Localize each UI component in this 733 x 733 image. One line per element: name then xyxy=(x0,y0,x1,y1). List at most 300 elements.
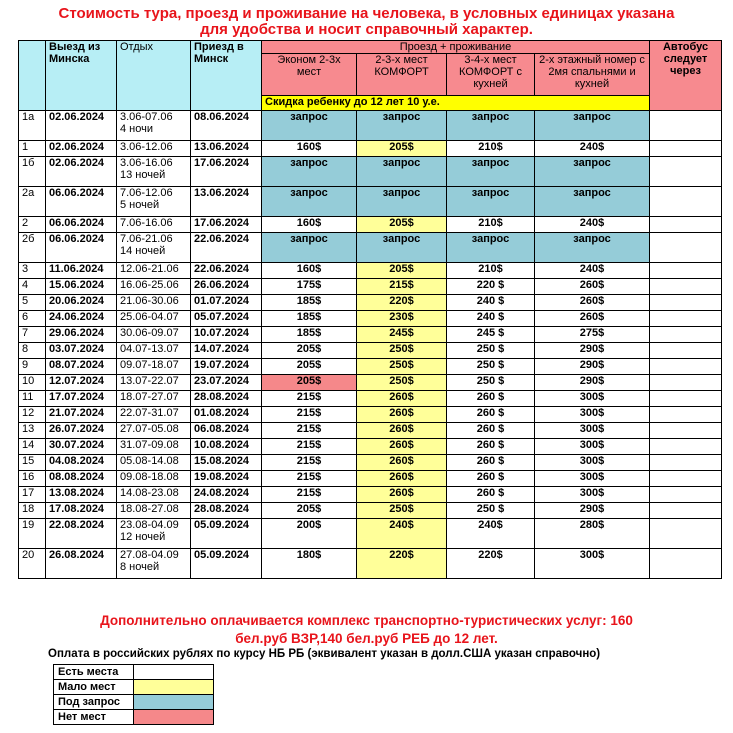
rest-period xyxy=(117,141,191,157)
price-comfort-34: 260 $ xyxy=(447,391,535,407)
rest-dates: 13.07-22.07 xyxy=(120,375,179,387)
departure-date: 11.06.2024 xyxy=(46,263,117,279)
price-economy: 200$ xyxy=(262,519,357,549)
row-number: 2а xyxy=(19,187,46,217)
rest-dates: 14.08-23.08 xyxy=(120,487,179,499)
rest-period xyxy=(117,217,191,233)
table-row xyxy=(19,295,722,311)
price-comfort-23: 260$ xyxy=(357,423,447,439)
price-comfort-34: 245 $ xyxy=(447,327,535,343)
bus-route xyxy=(650,423,722,439)
price-two-floor: 280$ xyxy=(535,519,650,549)
price-economy: запрос xyxy=(262,187,357,217)
price-economy: 205$ xyxy=(262,343,357,359)
legend-label: Есть места xyxy=(54,665,134,680)
arrival-date: 06.08.2024 xyxy=(191,423,262,439)
rest-dates: 3.06-16.06 xyxy=(120,157,173,169)
rest-period xyxy=(117,187,191,217)
price-comfort-34: 210$ xyxy=(447,263,535,279)
arrival-date: 19.08.2024 xyxy=(191,471,262,487)
rest-nights: 12 ночей xyxy=(120,531,166,543)
arrival-date: 01.07.2024 xyxy=(191,295,262,311)
row-number: 14 xyxy=(19,439,46,455)
price-economy: 215$ xyxy=(262,455,357,471)
price-two-floor: 300$ xyxy=(535,487,650,503)
legend-label: Под запрос xyxy=(54,695,134,710)
row-number: 2б xyxy=(19,233,46,263)
price-two-floor: 290$ xyxy=(535,343,650,359)
table-row xyxy=(19,359,722,375)
price-economy: 205$ xyxy=(262,359,357,375)
arrival-date: 05.09.2024 xyxy=(191,519,262,549)
rest-dates: 7.06-12.06 xyxy=(120,187,173,199)
departure-date: 02.06.2024 xyxy=(46,157,117,187)
table-row xyxy=(19,471,722,487)
arrival-date: 28.08.2024 xyxy=(191,391,262,407)
rest-period xyxy=(117,439,191,455)
rest-nights: 4 ночи xyxy=(120,123,153,135)
rest-dates: 09.07-18.07 xyxy=(120,359,179,371)
price-two-floor: 300$ xyxy=(535,407,650,423)
price-comfort-23: запрос xyxy=(357,157,447,187)
price-economy: 185$ xyxy=(262,327,357,343)
price-comfort-23: 250$ xyxy=(357,503,447,519)
arrival-date: 01.08.2024 xyxy=(191,407,262,423)
price-comfort-34: запрос xyxy=(447,187,535,217)
bus-route xyxy=(650,455,722,471)
bus-route xyxy=(650,439,722,455)
price-comfort-34: 260 $ xyxy=(447,487,535,503)
rest-period xyxy=(117,455,191,471)
price-comfort-23: 250$ xyxy=(357,359,447,375)
rest-dates: 21.06-30.06 xyxy=(120,295,179,307)
table-row xyxy=(19,439,722,455)
extra-payment-line-1: Дополнительно оплачивается комплекс транспортно-туристических услуг: 160 xyxy=(100,613,633,628)
price-economy: 215$ xyxy=(262,471,357,487)
table-row xyxy=(19,503,722,519)
price-comfort-34: 260 $ xyxy=(447,407,535,423)
price-comfort-23: 215$ xyxy=(357,279,447,295)
rest-dates: 25.06-04.07 xyxy=(120,311,179,323)
payment-currency-note: Оплата в российских рублях по курсу НБ РБ (эквивалент указан в долл.США указан справочно) xyxy=(48,648,601,660)
arrival-date: 22.06.2024 xyxy=(191,233,262,263)
rest-dates: 16.06-25.06 xyxy=(120,279,179,291)
departure-date: 24.06.2024 xyxy=(46,311,117,327)
bus-route xyxy=(650,391,722,407)
table-row xyxy=(19,327,722,343)
arrival-date: 17.06.2024 xyxy=(191,157,262,187)
price-comfort-23: 220$ xyxy=(357,549,447,579)
arrival-date: 17.06.2024 xyxy=(191,217,262,233)
row-number: 1 xyxy=(19,141,46,157)
bus-route xyxy=(650,327,722,343)
row-number: 11 xyxy=(19,391,46,407)
bus-route xyxy=(650,407,722,423)
table-row xyxy=(19,141,722,157)
table-row xyxy=(19,279,722,295)
price-two-floor: запрос xyxy=(535,111,650,141)
price-two-floor: 260$ xyxy=(535,311,650,327)
row-number: 1б xyxy=(19,157,46,187)
price-economy: 215$ xyxy=(262,407,357,423)
arrival-date: 13.06.2024 xyxy=(191,187,262,217)
rest-nights: 13 ночей xyxy=(120,169,166,181)
rest-dates: 31.07-09.08 xyxy=(120,439,179,451)
price-economy: запрос xyxy=(262,157,357,187)
header-economy: Эконом 2-3х мест xyxy=(262,54,357,96)
price-two-floor: запрос xyxy=(535,233,650,263)
rest-period xyxy=(117,233,191,263)
departure-date: 03.07.2024 xyxy=(46,343,117,359)
price-comfort-34: запрос xyxy=(447,157,535,187)
rest-dates: 27.07-05.08 xyxy=(120,423,179,435)
price-two-floor: 290$ xyxy=(535,359,650,375)
legend-row xyxy=(54,680,214,695)
arrival-date: 26.06.2024 xyxy=(191,279,262,295)
table-row xyxy=(19,375,722,391)
rest-period xyxy=(117,263,191,279)
bus-route xyxy=(650,549,722,579)
table-row xyxy=(19,549,722,579)
arrival-date: 19.07.2024 xyxy=(191,359,262,375)
price-economy: 160$ xyxy=(262,141,357,157)
arrival-date: 05.09.2024 xyxy=(191,549,262,579)
bus-route xyxy=(650,503,722,519)
table-row xyxy=(19,455,722,471)
price-comfort-34: 250 $ xyxy=(447,503,535,519)
bus-route xyxy=(650,359,722,375)
legend-label: Мало мест xyxy=(54,680,134,695)
price-comfort-34: 260 $ xyxy=(447,455,535,471)
bus-route xyxy=(650,263,722,279)
row-number: 10 xyxy=(19,375,46,391)
price-comfort-23: 250$ xyxy=(357,343,447,359)
arrival-date: 28.08.2024 xyxy=(191,503,262,519)
row-number: 12 xyxy=(19,407,46,423)
rest-period xyxy=(117,549,191,579)
departure-date: 08.07.2024 xyxy=(46,359,117,375)
price-comfort-34: 250 $ xyxy=(447,359,535,375)
price-comfort-23: 245$ xyxy=(357,327,447,343)
price-economy: 185$ xyxy=(262,295,357,311)
price-economy: 215$ xyxy=(262,423,357,439)
rest-period xyxy=(117,471,191,487)
departure-date: 13.08.2024 xyxy=(46,487,117,503)
price-comfort-23: 260$ xyxy=(357,487,447,503)
table-row xyxy=(19,263,722,279)
price-two-floor: 275$ xyxy=(535,327,650,343)
price-two-floor: 260$ xyxy=(535,279,650,295)
price-economy: 215$ xyxy=(262,391,357,407)
rest-nights: 8 ночей xyxy=(120,561,160,573)
price-comfort-23: 205$ xyxy=(357,217,447,233)
rest-period xyxy=(117,327,191,343)
rest-period xyxy=(117,295,191,311)
departure-date: 17.08.2024 xyxy=(46,503,117,519)
row-number: 20 xyxy=(19,549,46,579)
row-number: 5 xyxy=(19,295,46,311)
bus-route xyxy=(650,295,722,311)
page-title xyxy=(0,6,733,38)
price-economy: 160$ xyxy=(262,263,357,279)
rest-period xyxy=(117,279,191,295)
rest-period xyxy=(117,111,191,141)
rest-period xyxy=(117,311,191,327)
rest-nights: 5 ночей xyxy=(120,199,160,211)
price-comfort-23: 205$ xyxy=(357,263,447,279)
table-row xyxy=(19,391,722,407)
row-number: 6 xyxy=(19,311,46,327)
table-row xyxy=(19,217,722,233)
price-comfort-34: запрос xyxy=(447,111,535,141)
price-comfort-23: 260$ xyxy=(357,471,447,487)
rest-period xyxy=(117,359,191,375)
bus-route xyxy=(650,519,722,549)
bus-route xyxy=(650,375,722,391)
rest-dates: 04.07-13.07 xyxy=(120,343,179,355)
departure-date: 29.06.2024 xyxy=(46,327,117,343)
price-comfort-23: 220$ xyxy=(357,295,447,311)
rest-period xyxy=(117,157,191,187)
rest-dates: 30.06-09.07 xyxy=(120,327,179,339)
price-two-floor: 300$ xyxy=(535,455,650,471)
table-row xyxy=(19,157,722,187)
legend-swatch xyxy=(134,680,214,695)
rest-dates: 05.08-14.08 xyxy=(120,455,179,467)
departure-date: 30.07.2024 xyxy=(46,439,117,455)
arrival-date: 13.06.2024 xyxy=(191,141,262,157)
bus-route xyxy=(650,343,722,359)
rest-nights: 14 ночей xyxy=(120,245,166,257)
rest-period xyxy=(117,407,191,423)
row-number: 1а xyxy=(19,111,46,141)
table-row xyxy=(19,487,722,503)
price-economy: 160$ xyxy=(262,217,357,233)
extra-payment-line-2: бел.руб ВЗР,140 бел.руб РЕБ до 12 лет. xyxy=(235,631,498,646)
rest-period xyxy=(117,375,191,391)
price-two-floor: 290$ xyxy=(535,375,650,391)
price-two-floor: 290$ xyxy=(535,503,650,519)
price-two-floor: 300$ xyxy=(535,391,650,407)
bus-route xyxy=(650,311,722,327)
legend-swatch xyxy=(134,710,214,725)
legend-swatch xyxy=(134,665,214,680)
departure-date: 17.07.2024 xyxy=(46,391,117,407)
rest-period xyxy=(117,487,191,503)
row-number: 8 xyxy=(19,343,46,359)
bus-route xyxy=(650,233,722,263)
header-departure: Выезд из Минска xyxy=(46,41,117,111)
price-economy: запрос xyxy=(262,233,357,263)
price-economy: 215$ xyxy=(262,487,357,503)
header-num xyxy=(19,41,46,111)
price-comfort-34: 260 $ xyxy=(447,471,535,487)
price-comfort-34: 240 $ xyxy=(447,295,535,311)
header-comfort-23: 2-3-х мест КОМФОРТ xyxy=(357,54,447,96)
price-comfort-23: запрос xyxy=(357,111,447,141)
price-comfort-23: 260$ xyxy=(357,455,447,471)
row-number: 2 xyxy=(19,217,46,233)
price-economy: 175$ xyxy=(262,279,357,295)
header-bus: Автобус следует через xyxy=(650,41,722,111)
departure-date: 06.06.2024 xyxy=(46,217,117,233)
price-two-floor: 300$ xyxy=(535,471,650,487)
arrival-date: 10.08.2024 xyxy=(191,439,262,455)
rest-dates: 23.08-04.09 xyxy=(120,519,179,531)
bus-route xyxy=(650,111,722,141)
rest-dates: 18.08-27.08 xyxy=(120,503,179,515)
rest-dates: 12.06-21.06 xyxy=(120,263,179,275)
rest-dates: 3.06-12.06 xyxy=(120,141,173,153)
child-discount-banner: Скидка ребенку до 12 лет 10 у.е. xyxy=(262,96,650,111)
departure-date: 20.06.2024 xyxy=(46,295,117,311)
rest-dates: 7.06-21.06 xyxy=(120,233,173,245)
departure-date: 02.06.2024 xyxy=(46,111,117,141)
table-row xyxy=(19,311,722,327)
legend-swatch xyxy=(134,695,214,710)
table-row xyxy=(19,111,722,141)
price-comfort-34: 250 $ xyxy=(447,343,535,359)
price-comfort-23: 205$ xyxy=(357,141,447,157)
rest-dates: 09.08-18.08 xyxy=(120,471,179,483)
table-row xyxy=(19,187,722,217)
price-comfort-23: 240$ xyxy=(357,519,447,549)
price-economy: 215$ xyxy=(262,439,357,455)
table-row xyxy=(19,423,722,439)
departure-date: 06.06.2024 xyxy=(46,187,117,217)
arrival-date: 10.07.2024 xyxy=(191,327,262,343)
title-line-1: Стоимость тура, проезд и проживание на человека, в условных единицах указана xyxy=(58,5,675,22)
legend-label: Нет мест xyxy=(54,710,134,725)
price-two-floor: 240$ xyxy=(535,141,650,157)
header-arrival: Приезд в Минск xyxy=(191,41,262,111)
rest-period xyxy=(117,503,191,519)
row-number: 4 xyxy=(19,279,46,295)
price-comfort-34: 240 $ xyxy=(447,311,535,327)
bus-route xyxy=(650,487,722,503)
title-line-2: для удобства и носит справочный характер. xyxy=(200,21,533,38)
arrival-date: 22.06.2024 xyxy=(191,263,262,279)
price-comfort-34: 260 $ xyxy=(447,423,535,439)
departure-date: 06.06.2024 xyxy=(46,233,117,263)
table-row xyxy=(19,343,722,359)
price-comfort-23: запрос xyxy=(357,187,447,217)
row-number: 19 xyxy=(19,519,46,549)
header-two-floor: 2-х этажный номер с 2мя спальнями и кухней xyxy=(535,54,650,96)
price-economy: 180$ xyxy=(262,549,357,579)
price-comfort-23: 260$ xyxy=(357,439,447,455)
price-comfort-23: 230$ xyxy=(357,311,447,327)
bus-route xyxy=(650,217,722,233)
price-comfort-34: 210$ xyxy=(447,141,535,157)
row-number: 17 xyxy=(19,487,46,503)
price-two-floor: запрос xyxy=(535,187,650,217)
price-economy: 185$ xyxy=(262,311,357,327)
price-economy: 205$ xyxy=(262,503,357,519)
rest-dates: 3.06-07.06 xyxy=(120,111,173,123)
rest-dates: 22.07-31.07 xyxy=(120,407,179,419)
price-comfort-34: 210$ xyxy=(447,217,535,233)
price-two-floor: 240$ xyxy=(535,217,650,233)
table-row xyxy=(19,519,722,549)
rest-dates: 7.06-16.06 xyxy=(120,217,173,229)
table-row xyxy=(19,407,722,423)
price-comfort-34: 220 $ xyxy=(447,279,535,295)
bus-route xyxy=(650,157,722,187)
price-comfort-34: 240$ xyxy=(447,519,535,549)
rest-period xyxy=(117,519,191,549)
price-two-floor: 300$ xyxy=(535,423,650,439)
row-number: 3 xyxy=(19,263,46,279)
bus-route xyxy=(650,141,722,157)
row-number: 16 xyxy=(19,471,46,487)
price-economy: запрос xyxy=(262,111,357,141)
price-two-floor: 240$ xyxy=(535,263,650,279)
rest-period xyxy=(117,391,191,407)
price-comfort-34: 250 $ xyxy=(447,375,535,391)
availability-legend xyxy=(53,664,214,725)
bus-route xyxy=(650,279,722,295)
row-number: 7 xyxy=(19,327,46,343)
price-comfort-34: запрос xyxy=(447,233,535,263)
price-comfort-23: запрос xyxy=(357,233,447,263)
arrival-date: 23.07.2024 xyxy=(191,375,262,391)
price-two-floor: 260$ xyxy=(535,295,650,311)
price-comfort-23: 260$ xyxy=(357,391,447,407)
row-number: 13 xyxy=(19,423,46,439)
departure-date: 26.07.2024 xyxy=(46,423,117,439)
legend-row xyxy=(54,695,214,710)
departure-date: 02.06.2024 xyxy=(46,141,117,157)
header-comfort-34: 3-4-х мест КОМФОРТ с кухней xyxy=(447,54,535,96)
arrival-date: 24.08.2024 xyxy=(191,487,262,503)
departure-date: 12.07.2024 xyxy=(46,375,117,391)
price-comfort-34: 260 $ xyxy=(447,439,535,455)
price-two-floor: 300$ xyxy=(535,549,650,579)
row-number: 15 xyxy=(19,455,46,471)
header-rest: Отдых xyxy=(117,41,191,111)
tour-price-table xyxy=(18,40,722,579)
legend-row xyxy=(54,710,214,725)
departure-date: 08.08.2024 xyxy=(46,471,117,487)
header-group: Проезд + проживание xyxy=(262,41,650,54)
departure-date: 04.08.2024 xyxy=(46,455,117,471)
price-comfort-34: 220$ xyxy=(447,549,535,579)
rest-period xyxy=(117,423,191,439)
row-number: 9 xyxy=(19,359,46,375)
arrival-date: 14.07.2024 xyxy=(191,343,262,359)
departure-date: 15.06.2024 xyxy=(46,279,117,295)
departure-date: 21.07.2024 xyxy=(46,407,117,423)
rest-dates: 18.07-27.07 xyxy=(120,391,179,403)
bus-route xyxy=(650,187,722,217)
row-number: 18 xyxy=(19,503,46,519)
rest-dates: 27.08-04.09 xyxy=(120,549,179,561)
price-economy: 205$ xyxy=(262,375,357,391)
arrival-date: 15.08.2024 xyxy=(191,455,262,471)
rest-period xyxy=(117,343,191,359)
table-row xyxy=(19,233,722,263)
arrival-date: 08.06.2024 xyxy=(191,111,262,141)
arrival-date: 05.07.2024 xyxy=(191,311,262,327)
price-two-floor: 300$ xyxy=(535,439,650,455)
price-two-floor: запрос xyxy=(535,157,650,187)
departure-date: 22.08.2024 xyxy=(46,519,117,549)
price-comfort-23: 250$ xyxy=(357,375,447,391)
extra-payment-note xyxy=(0,612,733,648)
legend-row xyxy=(54,665,214,680)
price-comfort-23: 260$ xyxy=(357,407,447,423)
